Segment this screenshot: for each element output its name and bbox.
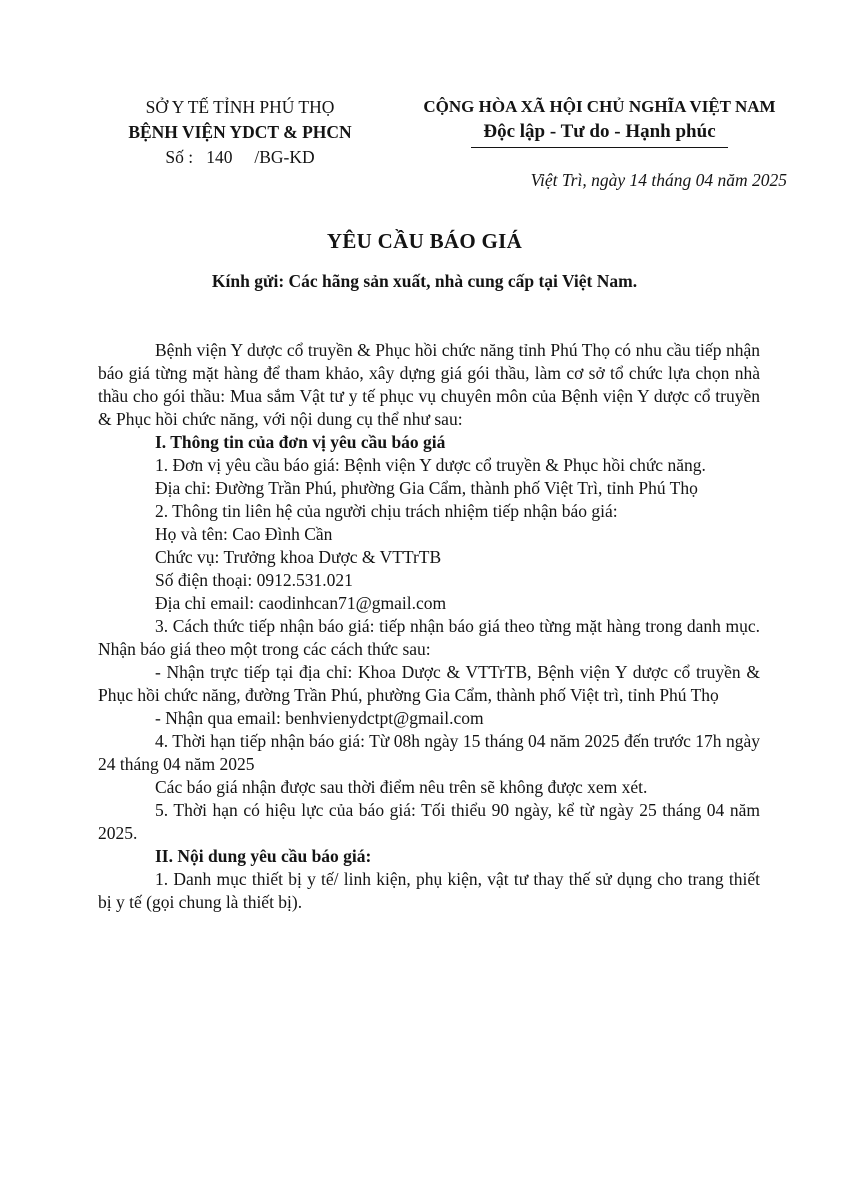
paragraph-contact-email: Địa chỉ email: caodinhcan71@gmail.com xyxy=(155,593,447,613)
salutation-line: Kính gửi: Các hãng sản xuất, nhà cung cấp tại Việt Nam. xyxy=(211,271,638,291)
document-number: Số : 140 /BG-KD xyxy=(165,147,315,167)
place-and-date: Việt Trì, ngày 14 tháng 04 năm 2025 xyxy=(530,170,787,190)
section-heading-2: II. Nội dung yêu cầu báo giá: xyxy=(155,846,372,866)
paragraph-contact-phone: Số điện thoại: 0912.531.021 xyxy=(155,570,353,590)
paragraph-contact-heading: 2. Thông tin liên hệ của người chịu trách nhiệm tiếp nhận báo giá: xyxy=(155,501,618,521)
document-header xyxy=(0,95,849,192)
motto-wrap xyxy=(410,120,789,148)
issuing-org-block xyxy=(70,95,410,192)
paragraph-late-note: Các báo giá nhận được sau thời điểm nêu trên sẽ không được xem xét. xyxy=(155,777,648,797)
org-department: SỞ Y TẾ TỈNH PHÚ THỌ xyxy=(145,97,335,117)
paragraph-address: Địa chỉ: Đường Trần Phú, phường Gia Cẩm, thành phố Việt Trì, tỉnh Phú Thọ xyxy=(155,478,698,498)
paragraph-method: 3. Cách thức tiếp nhận báo giá: tiếp nhận báo giá theo từng mặt hàng trong danh mục. Nhận báo giá theo một trong các cách thức sau: xyxy=(98,616,760,659)
page-title: YÊU CẦU BÁO GIÁ xyxy=(326,229,523,253)
national-motto: Độc lập - Tư do - Hạnh phúc xyxy=(471,120,727,148)
paragraph-method-direct: - Nhận trực tiếp tại địa chỉ: Khoa Dược & VTTrTB, Bệnh viện Y dược cổ truyền & Phục hồi chức năng, đường Trần Phú, phường Gia Cẩm, thành phố Việt trì, tỉnh Phú Thọ xyxy=(98,662,760,705)
document-body xyxy=(98,339,760,914)
paragraph-deadline: 4. Thời hạn tiếp nhận báo giá: Từ 08h ngày 15 tháng 04 năm 2025 đến trước 17h ngày 24 tháng 04 năm 2025 xyxy=(98,731,760,774)
paragraph-content-list: 1. Danh mục thiết bị y tế/ linh kiện, phụ kiện, vật tư thay thế sử dụng cho trang thiết bị y tế (gọi chung là thiết bị). xyxy=(98,869,760,912)
org-hospital-name: BỆNH VIỆN YDCT & PHCN xyxy=(128,122,352,142)
paragraph-contact-position: Chức vụ: Trưởng khoa Dược & VTTrTB xyxy=(155,547,442,567)
section-heading-1: I. Thông tin của đơn vị yêu cầu báo giá xyxy=(155,432,446,452)
paragraph-intro: Bệnh viện Y dược cổ truyền & Phục hồi chức năng tỉnh Phú Thọ có nhu cầu tiếp nhận báo giá từng mặt hàng để tham khảo, xây dựng giá gói thầu, làm cơ sở tổ chức lựa chọn nhà thầu cho gói thầu: Mua sắm Vật tư y tế phục vụ chuyên môn của Bệnh viện Y dược cổ truyền & Phục hồi chức năng, với nội dung cụ thể như sau: xyxy=(98,340,760,429)
paragraph-unit: 1. Đơn vị yêu cầu báo giá: Bệnh viện Y dược cổ truyền & Phục hồi chức năng. xyxy=(155,455,706,475)
paragraph-validity: 5. Thời hạn có hiệu lực của báo giá: Tối thiểu 90 ngày, kể từ ngày 25 tháng 04 năm 2025. xyxy=(98,800,760,843)
paragraph-contact-name: Họ và tên: Cao Đình Cần xyxy=(155,524,333,544)
national-title: CỘNG HÒA XÃ HỘI CHỦ NGHĨA VIỆT NAM xyxy=(423,97,776,116)
paragraph-method-email: - Nhận qua email: benhvienydctpt@gmail.com xyxy=(155,708,484,728)
national-header-block xyxy=(410,95,789,192)
